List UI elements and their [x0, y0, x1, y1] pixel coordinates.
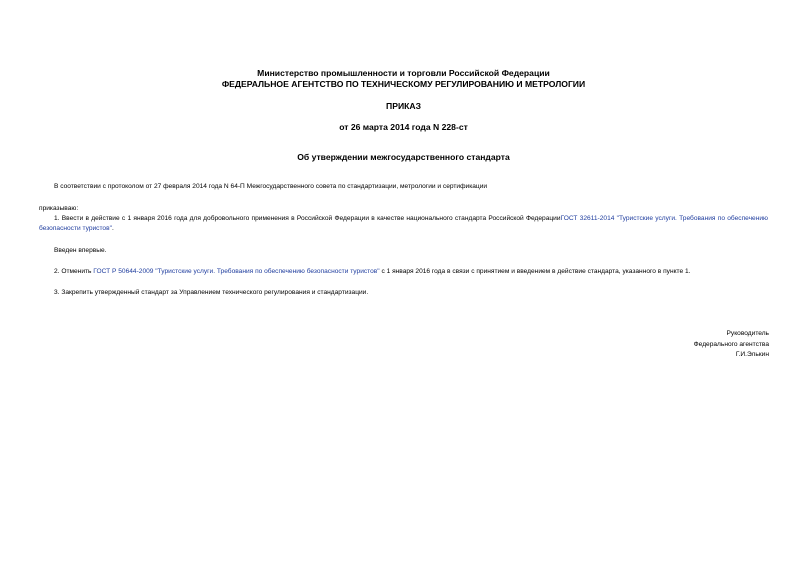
- item-2-end: с 1 января 2016 года в связи с принятием и введением в действие стандарта, указанного в пункте 1.: [379, 268, 691, 275]
- doc-date-number: от 26 марта 2014 года N 228-ст: [339, 122, 468, 132]
- signature-position: Руководитель: [726, 330, 769, 337]
- item-1-text: 1. Ввести в действие с 1 января 2016 года для добровольного применения в Российской Федерации в качестве национального стандарта Российской Федерации: [54, 215, 561, 222]
- item-3-paragraph: 3. Закрепить утвержденный стандарт за Управлением технического регулирования и стандартизации.: [54, 289, 369, 296]
- item-2-paragraph: [54, 267, 691, 277]
- agency-name: ФЕДЕРАЛЬНОЕ АГЕНТСТВО ПО ТЕХНИЧЕСКОМУ РЕГУЛИРОВАНИЮ И МЕТРОЛОГИИ: [221, 79, 586, 89]
- doc-title: Об утверждении межгосударственного стандарта: [297, 152, 510, 162]
- gost-32611-link[interactable]: ГОСТ 32611-2014 "Туристские услуги. Требования по обеспечению безопасности туристов": [39, 215, 768, 232]
- item-2-text: 2. Отменить: [54, 268, 94, 275]
- ministry-name: Министерство промышленности и торговли Российской Федерации: [257, 68, 550, 78]
- doc-type: ПРИКАЗ: [386, 101, 421, 111]
- intro-paragraph: В соответствии с протоколом от 27 февраля 2014 года N 64-П Межгосударственного совета по стандартизации, метрологии и сертификации: [54, 183, 488, 190]
- item-1-paragraph: [39, 214, 768, 234]
- order-word: приказываю:: [39, 205, 79, 212]
- first-time-note: Введен впервые.: [54, 247, 107, 254]
- gost-r-50644-link[interactable]: ГОСТ Р 50644-2009 "Туристские услуги. Требования по обеспечению безопасности туристов": [93, 268, 380, 275]
- item-1-end: .: [111, 225, 114, 232]
- signature-name: Г.И.Элькин: [735, 351, 769, 358]
- signature-org: Федерального агентства: [693, 340, 769, 348]
